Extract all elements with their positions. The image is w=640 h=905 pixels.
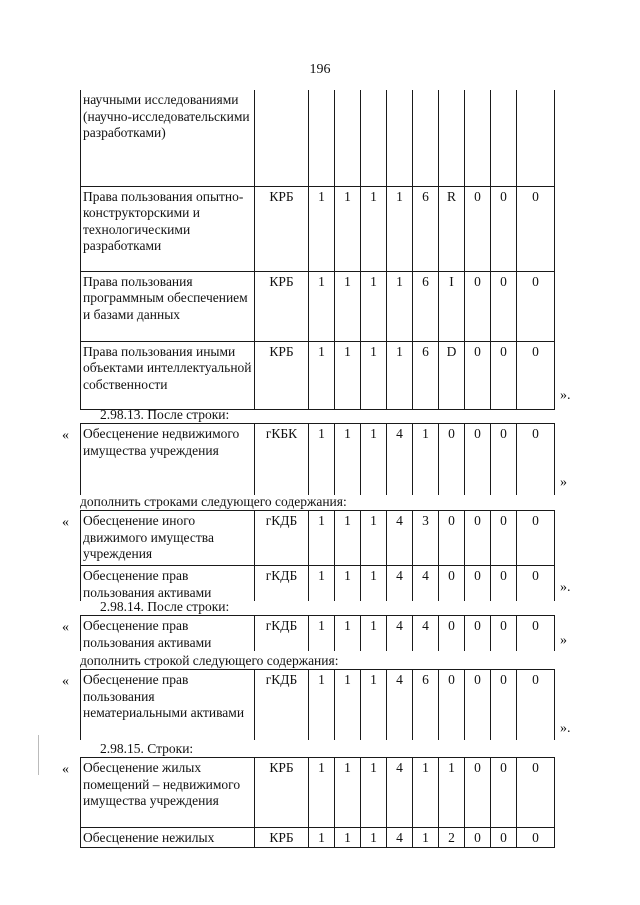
code-digit-8: 0: [491, 186, 517, 271]
code-digit-2: 1: [335, 566, 361, 602]
code-digit-5: [413, 90, 439, 186]
code-digit-8: 0: [491, 828, 517, 848]
code-digit-3: 1: [361, 758, 387, 828]
row-code: гКДБ: [255, 566, 309, 602]
code-digit-3: 1: [361, 828, 387, 848]
code-digit-5: 6: [413, 670, 439, 740]
row-name: научными исследованиями (научно-исследовательскими разработками): [81, 90, 255, 186]
code-table-continuation: [80, 90, 555, 410]
code-digit-3: 1: [361, 186, 387, 271]
code-table-2-98-14-supplement: [80, 669, 555, 740]
code-digit-2: [335, 90, 361, 186]
page-number: 196: [309, 62, 331, 77]
code-digit-2: 1: [335, 271, 361, 341]
row-code: КРБ: [255, 341, 309, 409]
code-digit-9: 0: [517, 341, 555, 409]
open-quote: «: [62, 762, 69, 777]
code-digit-1: 1: [309, 424, 335, 495]
code-table-2-98-14: [80, 615, 555, 651]
code-digit-1: 1: [309, 566, 335, 602]
section-heading-2-98-13: 2.98.13. После строки:: [100, 407, 230, 422]
row-name: Права пользования опытно-конструкторскими и технологическими разработками: [81, 186, 255, 271]
code-digit-9: 0: [517, 186, 555, 271]
code-table-2-98-13: [80, 423, 555, 495]
code-digit-5: 1: [413, 828, 439, 848]
code-digit-8: 0: [491, 670, 517, 740]
code-digit-3: 1: [361, 670, 387, 740]
close-quote: ».: [560, 580, 571, 595]
row-name: Обесценение иного движимого имущества учреждения: [81, 511, 255, 566]
table-row: [81, 828, 555, 848]
code-digit-7: 0: [465, 186, 491, 271]
code-digit-7: [465, 90, 491, 186]
code-digit-9: 0: [517, 424, 555, 495]
code-digit-6: 0: [439, 670, 465, 740]
code-digit-9: 0: [517, 828, 555, 848]
code-digit-4: [387, 90, 413, 186]
code-digit-2: 1: [335, 511, 361, 566]
code-digit-2: 1: [335, 341, 361, 409]
table-row: [81, 511, 555, 566]
code-digit-9: 0: [517, 511, 555, 566]
code-digit-6: 2: [439, 828, 465, 848]
section-heading-2-98-15: 2.98.15. Строки:: [100, 741, 194, 756]
code-digit-1: 1: [309, 341, 335, 409]
row-code: гКБК: [255, 424, 309, 495]
scan-mark: [38, 735, 39, 775]
code-digit-2: 1: [335, 424, 361, 495]
row-code: КРБ: [255, 186, 309, 271]
code-digit-6: [439, 90, 465, 186]
code-digit-4: 1: [387, 271, 413, 341]
code-digit-7: 0: [465, 616, 491, 652]
code-digit-8: [491, 90, 517, 186]
code-digit-9: 0: [517, 758, 555, 828]
code-digit-2: 1: [335, 670, 361, 740]
code-digit-6: 0: [439, 616, 465, 652]
code-digit-6: 0: [439, 566, 465, 602]
code-digit-7: 0: [465, 424, 491, 495]
code-digit-4: 4: [387, 758, 413, 828]
code-digit-3: 1: [361, 424, 387, 495]
table-row: [81, 616, 555, 652]
table-row: [81, 424, 555, 495]
code-digit-1: 1: [309, 271, 335, 341]
code-digit-4: 4: [387, 616, 413, 652]
code-digit-1: 1: [309, 616, 335, 652]
row-name: Обесценение нежилых: [81, 828, 255, 848]
code-digit-4: 4: [387, 670, 413, 740]
code-digit-7: 0: [465, 828, 491, 848]
table-row: [81, 566, 555, 602]
table-row: [81, 670, 555, 740]
row-code: КРБ: [255, 828, 309, 848]
code-digit-4: 1: [387, 341, 413, 409]
code-digit-4: 4: [387, 424, 413, 495]
row-code: КРБ: [255, 758, 309, 828]
code-digit-1: 1: [309, 758, 335, 828]
code-digit-5: 6: [413, 186, 439, 271]
code-digit-8: 0: [491, 511, 517, 566]
code-digit-1: [309, 90, 335, 186]
code-digit-8: 0: [491, 424, 517, 495]
code-digit-9: [517, 90, 555, 186]
code-digit-4: 4: [387, 828, 413, 848]
code-digit-4: 4: [387, 511, 413, 566]
row-name: Права пользования программным обеспечением и базами данных: [81, 271, 255, 341]
table-row: [81, 758, 555, 828]
table-row: [81, 341, 555, 409]
code-table-2-98-13-supplement: [80, 510, 555, 601]
code-digit-6: 0: [439, 424, 465, 495]
code-digit-2: 1: [335, 186, 361, 271]
code-digit-7: 0: [465, 511, 491, 566]
code-digit-3: 1: [361, 616, 387, 652]
code-digit-1: 1: [309, 828, 335, 848]
table-row: [81, 271, 555, 341]
code-digit-6: R: [439, 186, 465, 271]
code-digit-7: 0: [465, 758, 491, 828]
code-digit-9: 0: [517, 670, 555, 740]
close-quote: »: [560, 633, 567, 648]
row-name: Обесценение прав пользования активами: [81, 616, 255, 652]
code-digit-5: 4: [413, 616, 439, 652]
code-digit-6: 0: [439, 511, 465, 566]
row-name: Обесценение прав пользования нематериальными активами: [81, 670, 255, 740]
code-digit-2: 1: [335, 828, 361, 848]
code-digit-5: 4: [413, 566, 439, 602]
code-digit-8: 0: [491, 341, 517, 409]
row-code: гКДБ: [255, 616, 309, 652]
code-digit-7: 0: [465, 341, 491, 409]
code-digit-9: 0: [517, 566, 555, 602]
code-table-2-98-15: [80, 757, 555, 848]
code-digit-3: 1: [361, 511, 387, 566]
row-name: Обесценение прав пользования активами: [81, 566, 255, 602]
code-digit-5: 1: [413, 424, 439, 495]
row-name: Обесценение жилых помещений – недвижимого имущества учреждения: [81, 758, 255, 828]
code-digit-3: [361, 90, 387, 186]
code-digit-8: 0: [491, 271, 517, 341]
open-quote: «: [62, 428, 69, 443]
code-digit-1: 1: [309, 186, 335, 271]
code-digit-2: 1: [335, 758, 361, 828]
close-quote: »: [560, 475, 567, 490]
open-quote: «: [62, 515, 69, 530]
code-digit-4: 4: [387, 566, 413, 602]
code-digit-5: 6: [413, 271, 439, 341]
code-digit-6: 1: [439, 758, 465, 828]
row-name: Обесценение недвижимого имущества учреждения: [81, 424, 255, 495]
code-digit-2: 1: [335, 616, 361, 652]
code-digit-1: 1: [309, 511, 335, 566]
row-code: гКДБ: [255, 670, 309, 740]
close-quote: ».: [560, 388, 571, 403]
code-digit-5: 1: [413, 758, 439, 828]
code-digit-6: I: [439, 271, 465, 341]
table-row: [81, 186, 555, 271]
code-digit-4: 1: [387, 186, 413, 271]
code-digit-6: D: [439, 341, 465, 409]
code-digit-7: 0: [465, 670, 491, 740]
open-quote: «: [62, 620, 69, 635]
supplement-text: дополнить строками следующего содержания:: [80, 494, 347, 509]
row-code: [255, 90, 309, 186]
row-code: КРБ: [255, 271, 309, 341]
row-code: гКДБ: [255, 511, 309, 566]
code-digit-5: 6: [413, 341, 439, 409]
code-digit-3: 1: [361, 566, 387, 602]
open-quote: «: [62, 674, 69, 689]
code-digit-1: 1: [309, 670, 335, 740]
supplement-text: дополнить строкой следующего содержания:: [80, 653, 339, 668]
code-digit-7: 0: [465, 271, 491, 341]
table-row: [81, 90, 555, 186]
code-digit-3: 1: [361, 271, 387, 341]
code-digit-7: 0: [465, 566, 491, 602]
close-quote: ».: [560, 721, 571, 736]
section-heading-2-98-14: 2.98.14. После строки:: [100, 599, 230, 614]
code-digit-8: 0: [491, 616, 517, 652]
row-name: Права пользования иными объектами интеллектуальной собственности: [81, 341, 255, 409]
code-digit-9: 0: [517, 616, 555, 652]
code-digit-3: 1: [361, 341, 387, 409]
code-digit-8: 0: [491, 758, 517, 828]
code-digit-8: 0: [491, 566, 517, 602]
code-digit-5: 3: [413, 511, 439, 566]
code-digit-9: 0: [517, 271, 555, 341]
